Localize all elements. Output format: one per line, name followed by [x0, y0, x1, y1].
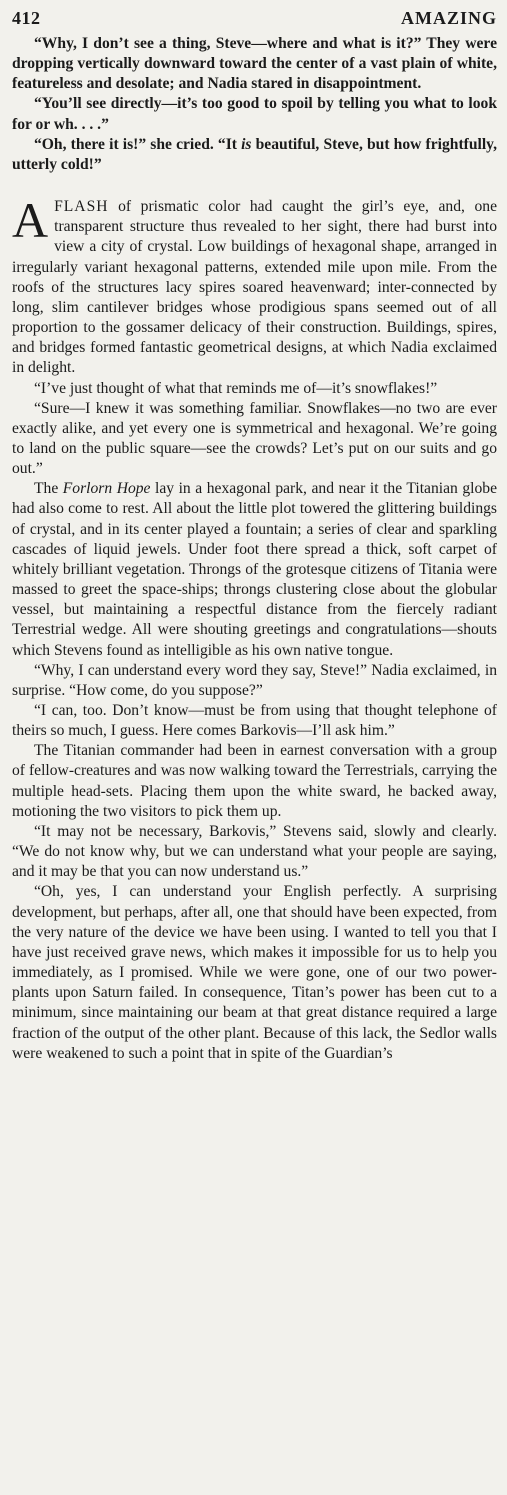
paragraph: “You’ll see directly—it’s too good to spoil by telling you what to look for or wh. . . .” — [12, 95, 497, 133]
drop-cap: A — [12, 192, 49, 249]
section-break — [12, 175, 497, 197]
page-number: 412 — [12, 8, 41, 28]
page-header — [12, 8, 497, 34]
article-body — [12, 34, 497, 1064]
ship-name: Forlorn Hope — [62, 480, 151, 498]
paragraph: “Why, I don’t see a thing, Steve—where and what is it?” They were dropping vertically downward toward the center of a vast plain of white, featureless and desolate; and Nadia stared in disappointment. — [12, 35, 497, 93]
paragraph: The Titanian commander had been in earnest conversation with a group of fellow-creatures and was now walking toward the Terrestrials, carrying the multiple head-sets. Placing them upon the white sward, he backed away, motioning the two visitors to pick them up. — [12, 742, 497, 820]
magazine-title: AMAZING — [401, 8, 497, 28]
emphasis: is — [241, 135, 252, 153]
paragraph: The Forlorn Hope lay in a hexagonal park, and near it the Titanian globe had also come to rest. All about the little plot towered the glittering buildings of crystal, and in its center played a fountain; a series of clear and sparkling cascades of liquid jewels. Under foot there spread a thick, soft carpet of whitely brilliant vegetation. Throngs of the grotesque citizens of Titania were massed to greet the space-ships; throngs clustering close about the globular vessel, but maintaining a respectful distance from the fiercely radiant Terrestrial wedge. All were shouting greetings and congratulations—shouts which Stevens found as intelligible as his own native tongue. — [12, 480, 497, 659]
paragraph: “Oh, there it is!” she cried. “It is beautiful, Steve, but how frightfully, utterly cold!” — [12, 135, 498, 173]
paragraph: “Sure—I knew it was something familiar. Snowflakes—no two are ever exactly alike, and yet every one is symmetrical and hexagonal. We’re going to land on the public square—see the crowds? Let’s put on our suits and go out.” — [12, 399, 497, 478]
paragraph: “It may not be necessary, Barkovis,” Stevens said, slowly and clearly. “We do not know why, but we can understand what your people are saying, and it may be that you can now understand us.” — [12, 822, 497, 881]
lead-caps: FLASH — [54, 198, 109, 216]
paragraph: “Why, I can understand every word they say, Steve!” Nadia exclaimed, in surprise. “How come, do you suppose?” — [12, 661, 497, 699]
paragraph: “I can, too. Don’t know—must be from using that thought telephone of theirs so much, I guess. Here comes Barkovis—I’ll ask him.” — [12, 702, 497, 740]
paragraph: AFLASH of prismatic color had caught the girl’s eye, and, one transparent structure thus revealed to her sight, there had burst into view a city of crystal. Low buildings of hexagonal shape, arranged in irregularly variant hexagonal patterns, extended mile upon mile. From the roofs of the structures lacy spires soared heavenward; inter-connected by long, slim cantilever bridges whose prodigious spans seemed out of all proportion to the gossamer delicacy of their construction. Buildings, spires, and bridges formed fantastic geometrical designs, at which Nadia exclaimed in delight. — [12, 192, 497, 377]
paragraph: “Oh, yes, I can understand your English perfectly. A surprising development, but perhaps, after all, one that should have been expected, from the very nature of the device we have been using. I wanted to tell you that I have just received grave news, which makes it impossible for us to help you immediately, as I promised. While we were gone, one of our two power-plants upon Saturn failed. In consequence, Titan’s power has been cut to a minimum, since maintaining our beam at that great distance required a large fraction of the output of the other plant. Because of this lack, the Sedlor walls were weakened to such a point that in spite of the Guardian’s — [12, 883, 497, 1062]
paragraph: “I’ve just thought of what that reminds me of—it’s snowflakes!” — [34, 379, 438, 397]
